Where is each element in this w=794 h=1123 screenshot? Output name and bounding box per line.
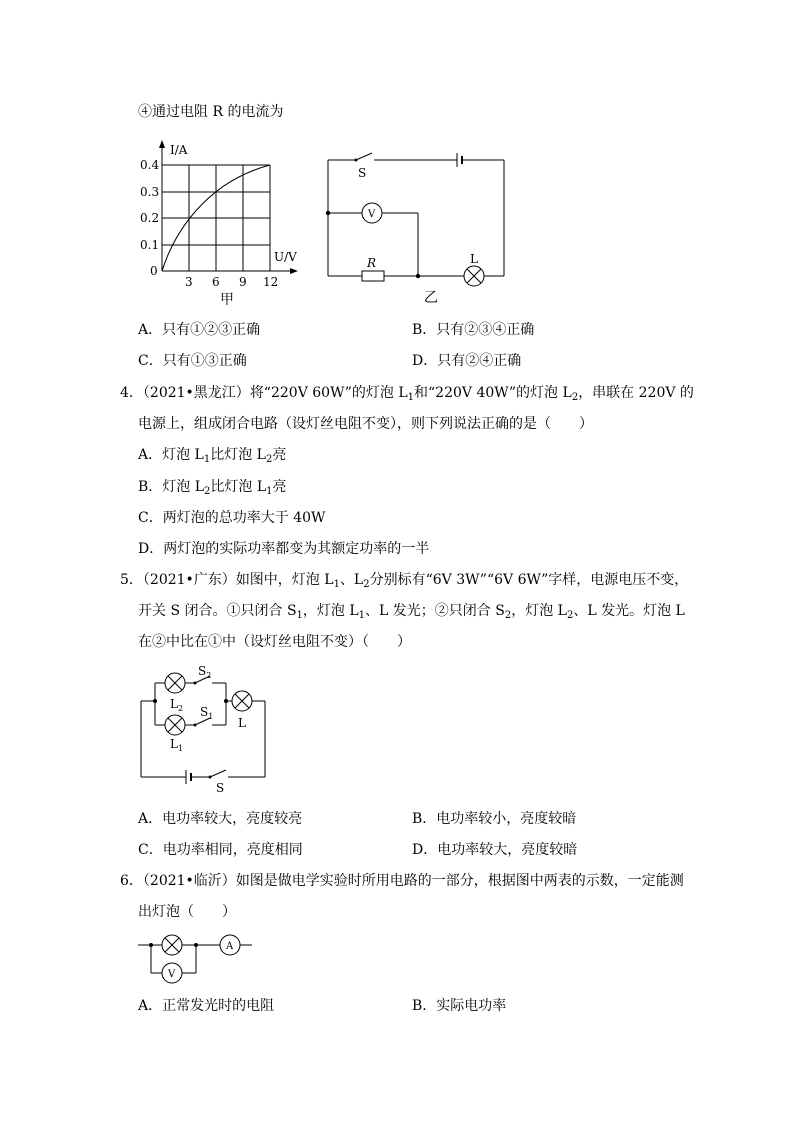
q5-stem-line2: 开关 S 闭合。①只闭合 $S_1$，灯泡 $L_1$、L 发光；②只闭合 $S_2$，灯泡 $L_2$、L 发光。灯泡 L [138,603,685,621]
switch-contact [194,682,197,685]
question-number: 4． [120,385,143,401]
voltmeter-label: V [168,969,176,980]
q5-option-d[interactable]: D．电功率较大，亮度较暗 [412,842,578,858]
lamp-label: L [470,252,478,266]
q4-option-b[interactable]: B．灯泡 $L_2$比灯泡 $L_1$亮 [138,479,287,497]
l1-label: $L_1$ [170,737,184,753]
q3-option-b[interactable]: B．只有②③④正确 [412,322,535,338]
question-number: 6． [120,873,143,889]
junction-dot [194,943,198,947]
s2-label: $S_2$ [198,664,212,680]
statement-4: ④通过电阻 R 的电流为 [138,104,284,120]
q6-stem-line1: 6．（2021•临沂）如图是做电学实验时所用电路的一部分，根据图中两表的示数，一定能测 [120,873,684,889]
y-tick-label: 0.4 [140,158,160,172]
q3-option-a[interactable]: A．只有①②③正确 [138,322,261,338]
figure-jia-iu-graph [140,138,310,308]
question-number: 5． [120,572,143,588]
s1-label: $S_1$ [200,705,214,721]
x-tick-label: 6 [212,275,220,289]
x-tick-label: 9 [239,275,247,289]
question-source: （2021•广东） [142,572,236,588]
q5-option-b[interactable]: B．电功率较小，亮度较暗 [412,811,577,827]
x-tick-label: 3 [185,275,193,289]
figure-q6-circuit [138,932,258,987]
junction-dot [153,699,157,703]
switch-label: S [358,166,367,180]
origin-label: 0 [150,264,158,278]
question-source: （2021•临沂） [142,873,236,889]
q6-stem-line2: 出灯泡（ ） [138,904,236,920]
s-label: S [216,781,225,795]
y-tick-label: 0.2 [140,211,160,225]
q4-option-d[interactable]: D．两灯泡的实际功率都变为其额定功率的一半 [138,541,430,557]
q3-option-d[interactable]: D．只有②④正确 [412,353,522,369]
switch-s [356,153,372,160]
y-tick-label: 0.3 [140,185,160,199]
switch-contact [355,159,358,162]
l2-label: $L_2$ [170,697,184,713]
x-axis-arrow [290,268,298,274]
ammeter-label: A [226,941,234,952]
resistor-r [362,271,384,281]
junction-dot [416,274,420,278]
q6-option-a[interactable]: A．正常发光时的电阻 [138,998,275,1014]
q5-stem-line3: 在②中比在①中（设灯丝电阻不变）（ ） [138,634,411,650]
x-axis-label: U/V [274,250,297,264]
q4-stem-line1: 4．（2021•黑龙江）将“220V 60W”的灯泡 $L_1$和“220V 40W”的灯泡 $L_2$，串联在 220V 的 [120,385,694,403]
y-axis-label: I/A [170,143,188,157]
resistor-label: R [367,256,377,270]
q3-option-c[interactable]: C．只有①③正确 [138,353,247,369]
switch-s [210,770,226,777]
l-label: L [238,716,246,730]
q4-option-a[interactable]: A．灯泡 $L_1$比灯泡 $L_2$亮 [138,447,287,465]
question-source: （2021•黑龙江） [142,385,250,401]
figure-yi-circuit [320,145,520,305]
q5-stem-line1: 5．（2021•广东）如图中，灯泡 $L_1$、$L_2$分别标有“6V 3W”“6V 6W”字样，电源电压不变， [120,572,689,590]
q4-stem-line2: 电源上，组成闭合电路（设灯丝电阻不变），则下列说法正确的是（ ） [138,416,593,432]
q5-option-c[interactable]: C．电功率相同，亮度相同 [138,842,303,858]
voltmeter-label: V [368,209,376,220]
q6-option-b[interactable]: B．实际电功率 [412,998,507,1014]
junction-dot [149,943,153,947]
junction-dot [326,211,330,215]
switch-contact [209,776,212,779]
figure-jia-caption: 甲 [220,292,234,308]
x-tick-label: 12 [263,275,279,289]
figure-q5-circuit [138,665,278,795]
figure-yi-caption: 乙 [424,290,438,306]
q5-option-a[interactable]: A．电功率较大，亮度较亮 [138,811,303,827]
y-axis-arrow [159,140,165,148]
q4-option-c[interactable]: C．两灯泡的总功率大于 40W [138,510,326,526]
y-tick-label: 0.1 [140,238,160,252]
switch-contact [194,724,197,727]
junction-dot [224,699,228,703]
